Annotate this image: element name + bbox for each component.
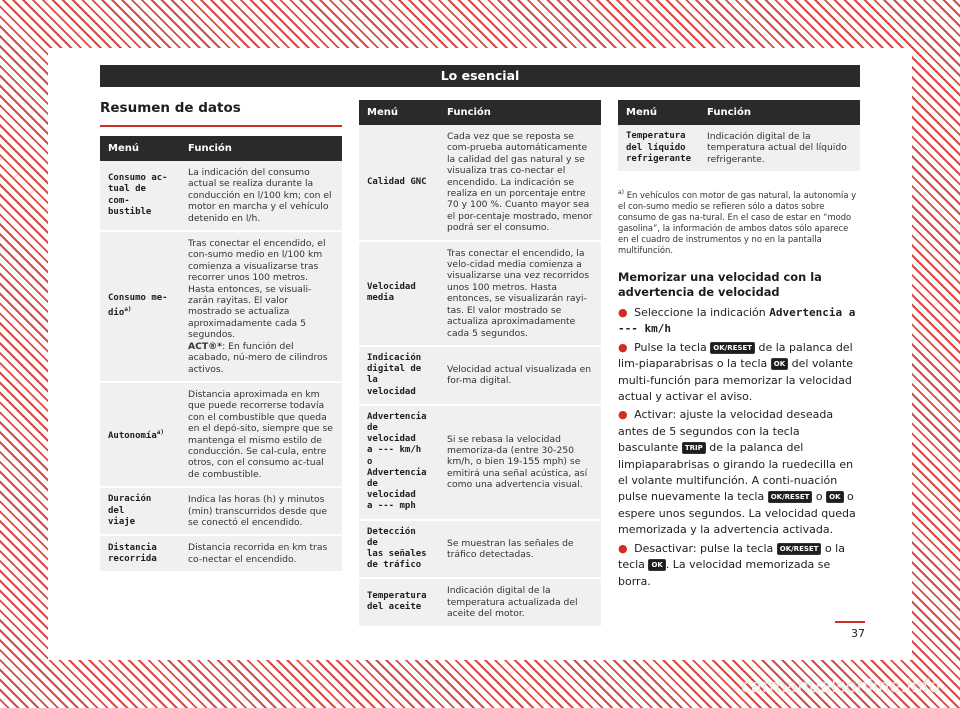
procedure-steps <box>618 305 860 590</box>
ok-key-icon: OK <box>648 559 665 571</box>
trip-key-icon: TRIP <box>682 442 706 454</box>
function-text: Velocidad actual visualizada en for-ma digital. <box>447 363 592 387</box>
column-left <box>100 100 342 573</box>
step-text: de la palanca del lim-piaparabrisas o la tecla <box>618 340 853 371</box>
step-text: Activar: ajuste la velocidad deseada antes de 5 segundos con la tecla basculante <box>618 408 834 455</box>
function-text: Distancia aproximada en km que puede recorrerse todavía con el combustible que queda en el depó-sito, siempre que se mantenga el mismo estilo de conducción. Se cal-cula, entre otros, con el consumo ac-tual de combustible. <box>188 388 333 480</box>
step-text: Desactivar: pulse la tecla <box>634 541 774 555</box>
menu-label: Velocidad media <box>367 282 416 304</box>
menu-cell <box>359 346 439 405</box>
column-right <box>618 100 860 592</box>
ok-key-icon: OK <box>826 491 843 503</box>
function-cell <box>439 241 601 346</box>
ok-key-icon: OK <box>771 358 788 370</box>
step-text: o <box>815 490 823 504</box>
step-select <box>618 305 860 338</box>
function-cell <box>439 346 601 405</box>
menu-cell <box>100 161 180 231</box>
footnote-ref: a) <box>124 306 132 314</box>
menu-label: Consumo ac- tual de com- bustible <box>108 173 168 217</box>
menu-label: Duración del viaje <box>108 494 152 527</box>
table-header-function: Función <box>699 100 860 125</box>
ok-reset-key-icon: OK/RESET <box>710 342 755 354</box>
table-row <box>359 578 601 626</box>
bullet-icon: ● <box>618 541 628 555</box>
watermark-text: carmanualsonline.info <box>740 676 940 697</box>
table-row <box>359 346 601 405</box>
display-indication: Advertencia a --- km/h <box>618 306 856 336</box>
menu-cell <box>100 535 180 572</box>
function-text: Cada vez que se reposta se com-prueba automáticamente la calidad del gas natural y se visualiza tras co-nectar el encendido. La indicación se realiza en un porcentaje entre 70 y 100 %. Cuanto mayor sea el por-centaje mostrado, menor podrá ser el consumo. <box>447 131 593 234</box>
menu-cell <box>359 125 439 241</box>
menu-label: Temperatura del aceite <box>367 591 427 613</box>
function-cell <box>439 405 601 520</box>
table-body <box>618 125 860 172</box>
bullet-icon: ● <box>618 408 628 422</box>
act-label: ACT®* <box>188 340 223 352</box>
function-cell <box>439 125 601 241</box>
function-text: Indicación digital de la temperatura actualizada del aceite del motor. <box>447 585 578 620</box>
function-text: Distancia recorrida en km tras co-nectar el encendido. <box>188 542 328 565</box>
ok-reset-key-icon: OK/RESET <box>777 543 822 555</box>
menu-label: Distancia recorrida <box>108 542 157 564</box>
function-cell <box>180 487 342 535</box>
menu-label: Indicación digital de la velocidad <box>367 352 422 397</box>
function-text: Indica las horas (h) y minutos (min) transcurridos desde que se conectó el encendido. <box>188 494 327 528</box>
step-press <box>618 340 860 406</box>
menu-label: Advertencia de velocidad a --- km/h o Advertencia de velocidad a --- mph <box>367 411 427 512</box>
function-cell <box>180 382 342 487</box>
step-deactivate <box>618 541 860 590</box>
function-cell <box>180 231 342 382</box>
bullet-icon: ● <box>618 340 628 354</box>
step-text: . La velocidad memorizada se borra. <box>618 558 831 588</box>
table-row <box>100 487 342 535</box>
footnote-ref: a) <box>156 428 165 436</box>
table-row <box>618 125 860 172</box>
footnote-text: En vehículos con motor de gas natural, la autonomía y el con-sumo medio se refieren sólo a datos sobre consumo de gas na-tural. En el caso de estar en “modo gasolina”, la información de ambos datos sólo aparece en el cuadro de instrumentos y no en la pantalla multifunción. <box>618 190 857 256</box>
function-cell <box>699 125 860 172</box>
table-row <box>359 241 601 346</box>
table-header-menu: Menú <box>359 100 439 125</box>
data-table-1 <box>100 136 342 573</box>
menu-cell <box>100 382 180 487</box>
function-cell <box>439 520 601 579</box>
column-middle <box>359 100 601 628</box>
table-header-function: Función <box>439 100 601 125</box>
function-cell <box>439 578 601 626</box>
menu-cell <box>100 487 180 535</box>
procedure-heading: Memorizar una velocidad con la advertencia de velocidad <box>618 270 822 300</box>
table-row <box>100 535 342 572</box>
function-text: La indicación del consumo actual se realiza durante la conducción en l/100 km; con el motor en marcha y el vehículo detenido en l/h. <box>188 167 332 224</box>
section-title: Resumen de datos <box>100 100 342 127</box>
menu-label: Consumo me- dio <box>108 293 168 319</box>
table-header-menu: Menú <box>100 136 180 161</box>
table-row <box>359 520 601 579</box>
table-header-menu: Menú <box>618 100 699 125</box>
footnote-mark: a) <box>618 189 625 197</box>
function-text: Tras conectar el encendido, la velo-cidad media comienza a visualizarse una vez recorridos unos 100 metros. Hasta entonces, se visualizarán rayi-tas. El valor mostrado se actualiza aproximadamente cada 5 segundos. <box>447 247 590 339</box>
table-row <box>359 405 601 520</box>
function-cell <box>180 161 342 231</box>
chapter-header: Lo esencial <box>100 65 860 87</box>
menu-label: Calidad GNC <box>367 176 427 187</box>
function-text-extra: : En función del acabado, nú-mero de cilindros activos. <box>188 340 328 375</box>
menu-label: Detección de las señales de tráfico <box>367 526 427 571</box>
menu-cell <box>359 520 439 579</box>
step-text: Pulse la tecla <box>634 340 707 354</box>
footnote <box>618 187 860 256</box>
step-text: de la palanca del limpiaparabrisas o girando la ruedecilla en el volante multifunción. A conti-nuación pulse nuevamente la tecla <box>618 441 854 504</box>
menu-cell <box>359 405 439 520</box>
step-text: o la tecla <box>618 541 845 572</box>
menu-cell <box>359 241 439 346</box>
table-row <box>100 382 342 487</box>
ok-reset-key-icon: OK/RESET <box>768 491 813 503</box>
menu-cell <box>100 231 180 382</box>
table-body <box>100 161 342 572</box>
bullet-icon: ● <box>618 306 628 320</box>
table-row <box>100 231 342 382</box>
menu-cell <box>618 125 699 172</box>
step-activate <box>618 407 860 538</box>
function-cell <box>180 535 342 572</box>
menu-label: Autonomía <box>108 430 157 441</box>
table-row <box>359 125 601 241</box>
function-text: Si se rebasa la velocidad memoriza-da (entre 30-250 km/h, o bien 19-155 mph) se emitirá una señal acústica, así como una advertencia visual. <box>447 433 588 491</box>
data-table-2 <box>359 100 601 628</box>
page-number: 37 <box>835 621 865 641</box>
data-table-3 <box>618 100 860 173</box>
menu-cell <box>359 578 439 626</box>
step-text: del volante multi-función para memorizar la velocidad actual y activar el aviso. <box>618 357 854 404</box>
menu-label: Temperatura del líquido refrigerante <box>626 131 692 164</box>
table-row <box>100 161 342 231</box>
step-text: Seleccione la indicación <box>634 306 766 320</box>
function-text: Se muestran las señales de tráfico detectadas. <box>447 537 574 560</box>
step-text: o espere unos segundos. La velocidad queda memorizada y la advertencia activada. <box>618 490 856 537</box>
table-header-function: Función <box>180 136 342 161</box>
table-body <box>359 125 601 627</box>
function-text: Tras conectar el encendido, el con-sumo medio en l/100 km comienza a visualizarse tras recorrer unos 100 metros. Hasta entonces, se visuali-zarán rayitas. El valor mostrado se actualiza aproximadamente cada 5 segundos. <box>188 238 326 341</box>
function-text: Indicación digital de la temperatura actual del líquido refrigerante. <box>707 131 847 165</box>
